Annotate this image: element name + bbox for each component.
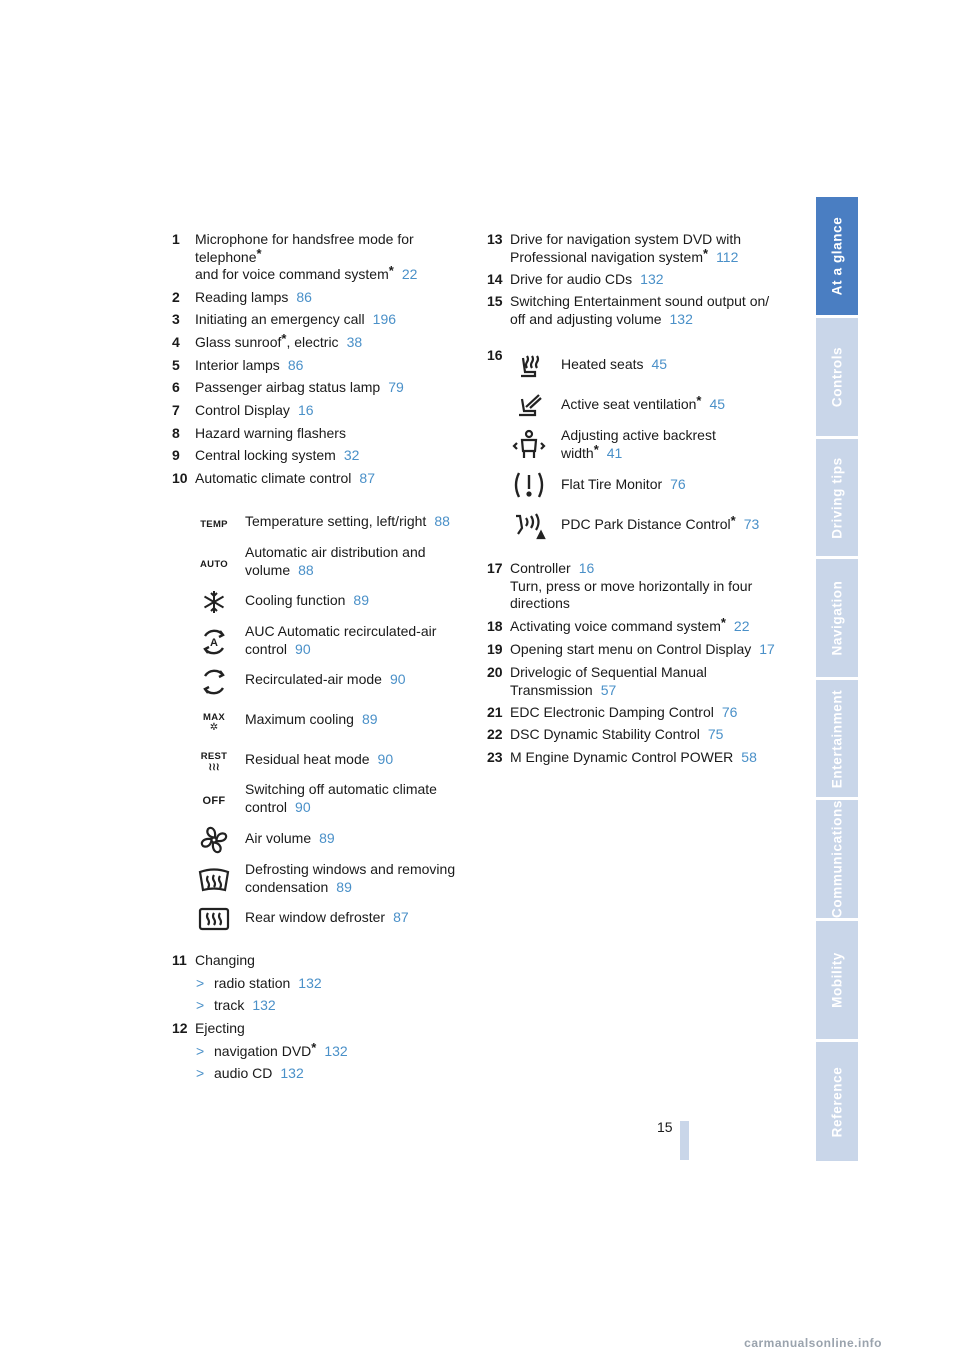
list-item: > audio CD 132 <box>196 1065 304 1081</box>
svg-text:A: A <box>210 637 218 649</box>
page-link[interactable]: 16 <box>578 560 595 576</box>
page-link[interactable]: 45 <box>709 396 726 412</box>
page-link[interactable]: 86 <box>296 289 312 305</box>
auc-recirculation-icon <box>194 626 234 658</box>
list-item: > radio station 132 <box>196 975 322 991</box>
tab-entertainment[interactable]: Entertainment <box>816 680 858 797</box>
page-link[interactable]: 132 <box>669 310 693 327</box>
tab-mobility[interactable]: Mobility <box>816 921 858 1039</box>
page-link[interactable]: 41 <box>606 444 623 461</box>
page-link[interactable]: 75 <box>707 726 724 742</box>
page-link[interactable]: 90 <box>389 671 406 687</box>
page-link[interactable]: 132 <box>640 271 664 287</box>
page-link[interactable]: 58 <box>741 749 757 765</box>
page-link[interactable]: 22 <box>733 618 750 634</box>
page-link[interactable]: 112 <box>716 248 739 265</box>
page-link[interactable]: 79 <box>388 379 404 395</box>
page-link[interactable]: 22 <box>401 266 418 282</box>
snowflake-icon <box>194 586 234 618</box>
climate-row-defrost: Defrosting windows and removing condensation 89 <box>245 861 456 895</box>
rear-defrost-icon <box>194 903 234 935</box>
page-link[interactable]: 90 <box>295 640 311 657</box>
climate-row-rear-defroster: Rear window defroster 87 <box>245 909 409 925</box>
page-link[interactable]: 196 <box>372 311 397 327</box>
max-cooling-icon: MAX ✲ <box>202 711 225 733</box>
page-link[interactable]: 32 <box>343 447 360 463</box>
page-link[interactable]: 76 <box>670 476 686 492</box>
page-link[interactable]: 76 <box>721 704 738 720</box>
page-link[interactable]: 88 <box>434 513 450 529</box>
tab-communications[interactable]: Communications <box>816 800 858 918</box>
page-link[interactable]: 16 <box>297 402 314 418</box>
page-link[interactable]: 73 <box>743 516 760 532</box>
page-link[interactable]: 17 <box>759 641 775 657</box>
page-link[interactable]: 89 <box>319 830 335 846</box>
heated-seat-icon <box>509 349 549 381</box>
page-link[interactable]: 132 <box>324 1043 348 1059</box>
recirculation-icon <box>194 666 234 698</box>
page-link[interactable]: 132 <box>280 1065 304 1081</box>
climate-row-auc: AUC Automatic recirculated-air control 90 <box>245 623 437 657</box>
seat-row-backrest: Adjusting active backrest width* 41 <box>561 427 716 461</box>
tab-driving-tips[interactable]: Driving tips <box>816 439 858 556</box>
page-link[interactable]: 89 <box>361 711 378 727</box>
climate-row-residual: Residual heat mode 90 <box>245 751 394 767</box>
climate-row-temp: Temperature setting, left/right 88 <box>245 513 450 529</box>
page-link[interactable]: 90 <box>377 751 394 767</box>
page-link[interactable]: 86 <box>287 357 304 373</box>
page-link[interactable]: 88 <box>298 561 314 578</box>
page-link[interactable]: 87 <box>393 909 409 925</box>
seat-row-flat-tire: Flat Tire Monitor 76 <box>561 476 686 492</box>
page-link[interactable]: 45 <box>651 356 668 372</box>
fan-icon <box>194 824 234 856</box>
climate-row-cooling: Cooling function 89 <box>245 592 369 608</box>
page-link[interactable]: 132 <box>252 997 276 1013</box>
page-link[interactable]: 89 <box>336 878 352 895</box>
climate-row-auto: Automatic air distribution and volume 88 <box>245 544 426 578</box>
climate-row-off: Switching off automatic climate control 90 <box>245 781 437 815</box>
climate-row-air-volume: Air volume 89 <box>245 830 335 846</box>
climate-row-max: Maximum cooling 89 <box>245 711 378 727</box>
page-number: 15 <box>657 1119 673 1135</box>
tab-controls[interactable]: Controls <box>816 318 858 436</box>
seat-row-heated: Heated seats 45 <box>561 356 668 372</box>
windshield-defrost-icon <box>194 864 234 896</box>
pdc-icon <box>509 509 549 541</box>
off-icon: OFF <box>202 794 226 807</box>
page-link[interactable]: 38 <box>346 334 363 350</box>
residual-heat-icon: REST ≀≀≀ <box>200 751 228 773</box>
page-link[interactable]: 87 <box>359 470 375 486</box>
temp-icon: TEMP <box>200 518 228 530</box>
chapter-tabs <box>816 197 858 1161</box>
page-link[interactable]: 132 <box>298 975 322 991</box>
tab-reference[interactable]: Reference <box>816 1042 858 1161</box>
backrest-width-icon <box>509 429 549 461</box>
flat-tire-icon <box>509 469 549 501</box>
climate-row-recirculated: Recirculated-air mode 90 <box>245 671 406 687</box>
tab-at-a-glance[interactable]: At a glance <box>816 197 858 315</box>
page-link[interactable]: 90 <box>295 798 311 815</box>
list-item: > track 132 <box>196 997 276 1013</box>
list-item: > navigation DVD* 132 <box>196 1040 348 1059</box>
page-number-bar <box>680 1121 689 1160</box>
page-link[interactable]: 57 <box>600 681 617 698</box>
auto-icon: AUTO <box>200 558 228 570</box>
tab-navigation[interactable]: Navigation <box>816 559 858 677</box>
footer-watermark: carmanualsonline.info <box>744 1336 882 1350</box>
seat-row-ventilation: Active seat ventilation* 45 <box>561 393 726 412</box>
seat-row-pdc: PDC Park Distance Control* 73 <box>561 513 760 532</box>
seat-ventilation-icon <box>509 389 549 421</box>
page-link[interactable]: 89 <box>353 592 369 608</box>
